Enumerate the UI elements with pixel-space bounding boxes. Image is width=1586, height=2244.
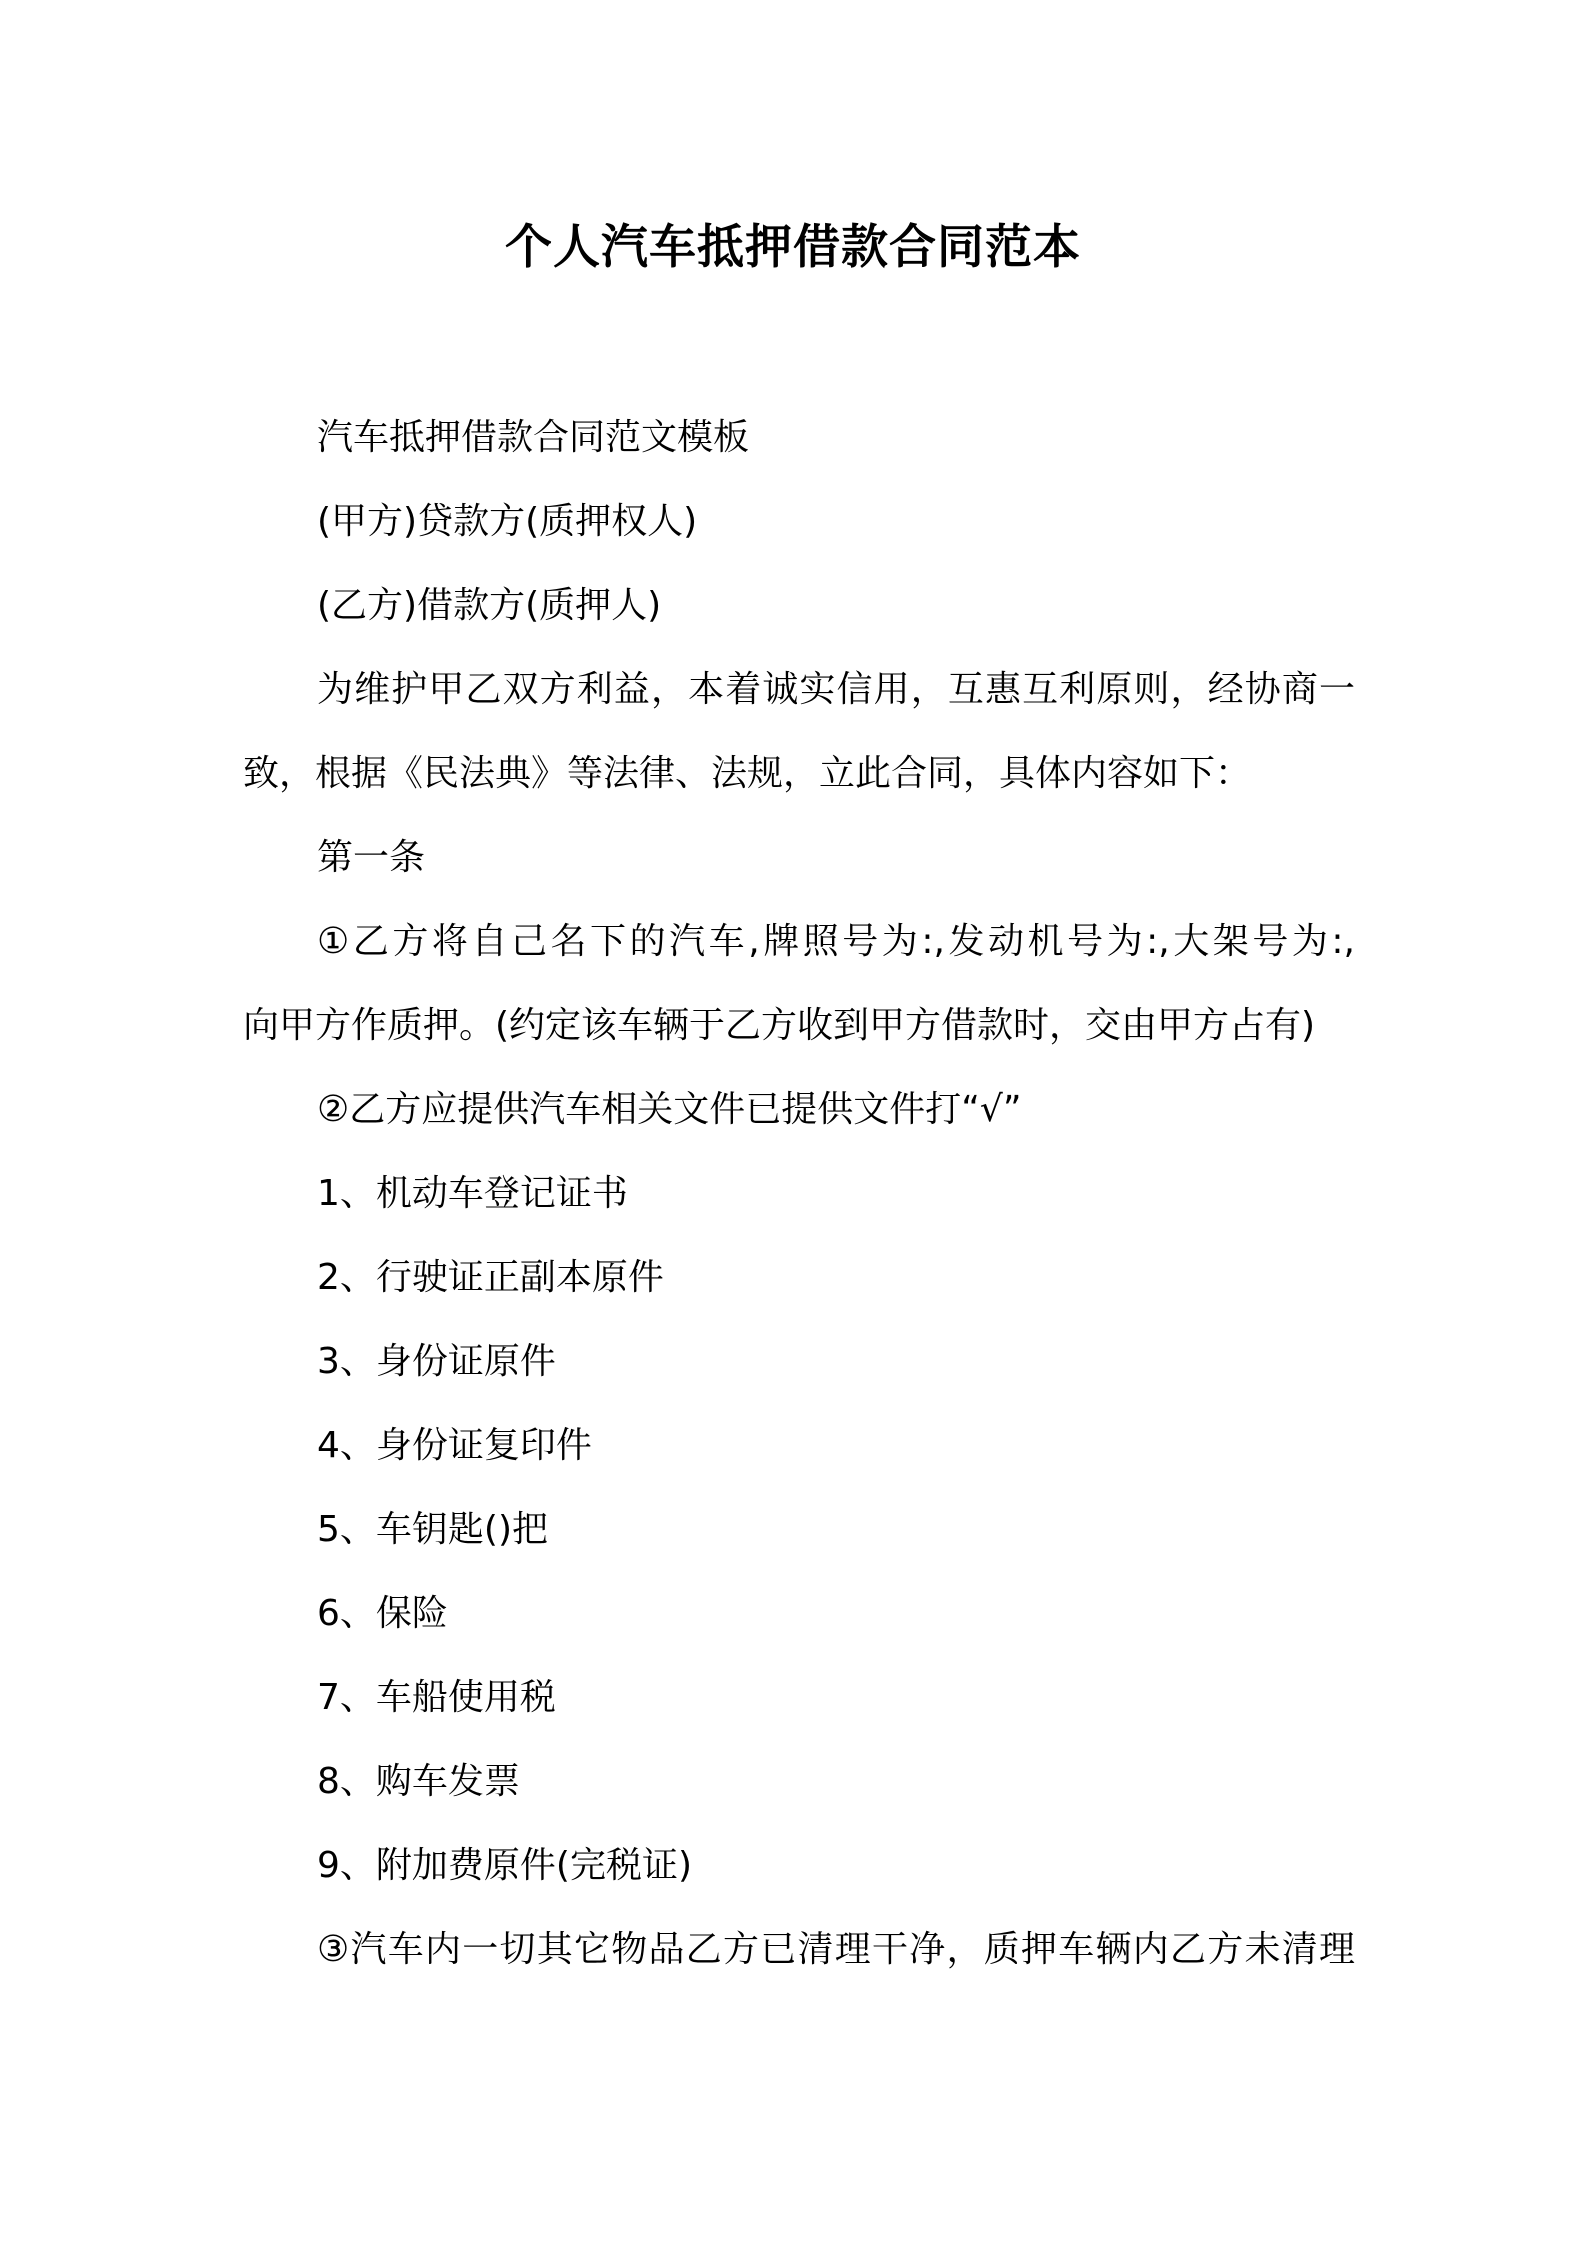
list-item: 6、保险	[317, 1593, 448, 1634]
list-item: 4、身份证复印件	[317, 1425, 592, 1466]
list-item: 8、购车发票	[317, 1761, 520, 1802]
list-item: 9、附加费原件(完税证)	[317, 1845, 692, 1886]
preamble-line-2: 致，根据《民法典》等法律、法规，立此合同，具体内容如下：	[243, 753, 1252, 794]
list-item: 3、身份证原件	[317, 1341, 556, 1382]
clause-3-line-1: ③汽车内一切其它物品乙方已清理干净，质押车辆内乙方未清理	[317, 1929, 1355, 1970]
list-item: 7、车船使用税	[317, 1677, 556, 1718]
clause-1-line-1: ①乙方将自己名下的汽车,牌照号为:,发动机号为:,大架号为:,	[317, 921, 1355, 962]
party-a-line: (甲方)贷款方(质押权人)	[317, 501, 698, 542]
document-subtitle: 汽车抵押借款合同范文模板	[317, 417, 750, 458]
document-title: 个人汽车抵押借款合同范本	[505, 220, 1081, 275]
list-item: 2、行驶证正副本原件	[317, 1257, 664, 1298]
article-one-heading: 第一条	[317, 837, 426, 878]
party-b-line: (乙方)借款方(质押人)	[317, 585, 662, 626]
clause-2-line: ②乙方应提供汽车相关文件已提供文件打“√”	[317, 1089, 1022, 1130]
preamble-line-1: 为维护甲乙双方利益，本着诚实信用，互惠互利原则，经协商一	[317, 669, 1355, 710]
clause-1-line-2: 向甲方作质押。(约定该车辆于乙方收到甲方借款时，交由甲方占有)	[243, 1005, 1316, 1046]
list-item: 1、机动车登记证书	[317, 1173, 628, 1214]
list-item: 5、车钥匙()把	[317, 1509, 548, 1550]
